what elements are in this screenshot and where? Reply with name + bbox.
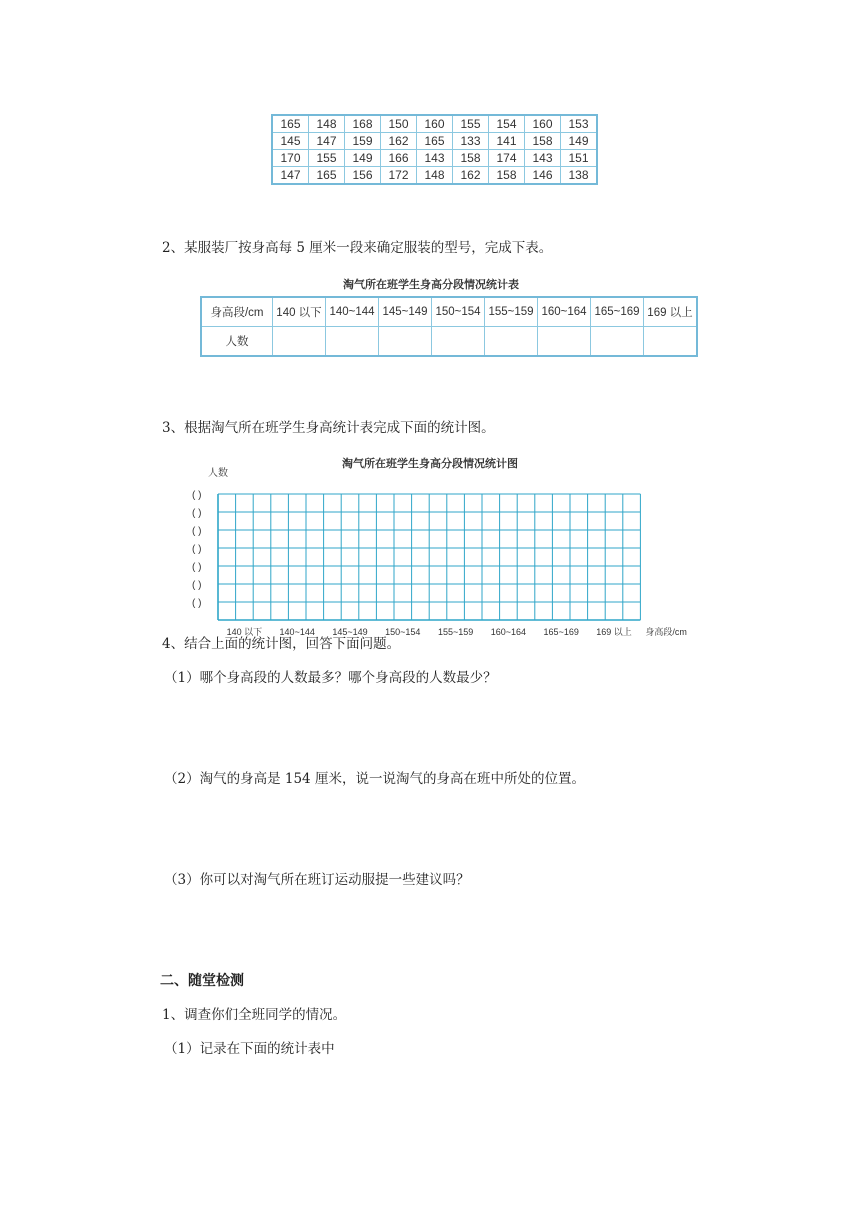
height-value-cell: 158 bbox=[489, 167, 525, 185]
question-4-sub-1: （1）哪个身高段的人数最多？哪个身高段的人数最少？ bbox=[164, 670, 497, 686]
segment-label: 155~159 bbox=[485, 297, 538, 327]
height-value-cell: 146 bbox=[525, 167, 561, 185]
question-2-text: 2、某服装厂按身高每 5 厘米一段来确定服装的型号，完成下表。 bbox=[162, 240, 553, 256]
chart-title: 淘气所在班学生身高分段情况统计图 bbox=[342, 457, 518, 470]
height-value-cell: 165 bbox=[272, 115, 309, 133]
segment-label: 140 以下 bbox=[273, 297, 326, 327]
heights-row bbox=[272, 133, 597, 150]
x-tick-label: 140 以下 bbox=[226, 627, 263, 637]
y-tick-blank: ( ) bbox=[192, 490, 202, 501]
height-value-cell: 160 bbox=[417, 115, 453, 133]
count-blank-cell[interactable] bbox=[379, 327, 432, 357]
height-value-cell: 133 bbox=[453, 133, 489, 150]
count-blank-cell[interactable] bbox=[432, 327, 485, 357]
segment-label: 160~164 bbox=[538, 297, 591, 327]
question-3-text: 3、根据淘气所在班学生身高统计表完成下面的统计图。 bbox=[162, 420, 495, 436]
x-tick-label: 160~164 bbox=[490, 627, 527, 637]
y-tick-blank: ( ) bbox=[192, 598, 202, 609]
x-tick-label: 155~159 bbox=[437, 627, 474, 637]
height-value-cell: 141 bbox=[489, 133, 525, 150]
heights-row bbox=[272, 150, 597, 167]
x-tick-label: 150~154 bbox=[385, 627, 421, 637]
height-value-cell: 155 bbox=[453, 115, 489, 133]
height-value-cell: 147 bbox=[309, 133, 345, 150]
segment-label: 165~169 bbox=[591, 297, 644, 327]
question-4-sub-3: （3）你可以对淘气所在班订运动服提一些建议吗？ bbox=[164, 872, 470, 888]
height-value-cell: 172 bbox=[381, 167, 417, 185]
height-value-cell: 158 bbox=[453, 150, 489, 167]
section-2-question-1: 1、调查你们全班同学的情况。 bbox=[162, 1007, 347, 1023]
y-tick-blank: ( ) bbox=[192, 508, 202, 519]
x-tick-label: 145~149 bbox=[332, 627, 368, 637]
segment-label: 140~144 bbox=[326, 297, 379, 327]
count-row-label: 人数 bbox=[201, 327, 273, 357]
height-value-cell: 166 bbox=[381, 150, 417, 167]
x-axis-label: 身高段/cm bbox=[645, 627, 687, 637]
height-segment-table bbox=[200, 296, 698, 357]
height-value-cell: 162 bbox=[381, 133, 417, 150]
count-blank-cell[interactable] bbox=[538, 327, 591, 357]
height-value-cell: 143 bbox=[525, 150, 561, 167]
segment-header-row bbox=[201, 297, 697, 327]
height-value-cell: 154 bbox=[489, 115, 525, 133]
y-tick-blank: ( ) bbox=[192, 526, 202, 537]
question-4-text: 4、结合上面的统计图，回答下面问题。 bbox=[162, 636, 401, 652]
x-tick-label: 165~169 bbox=[543, 627, 579, 637]
y-tick-blank: ( ) bbox=[192, 544, 202, 555]
y-tick-blank: ( ) bbox=[192, 562, 202, 573]
count-blank-cell[interactable] bbox=[273, 327, 326, 357]
question-4-sub-2: （2）淘气的身高是 154 厘米，说一说淘气的身高在班中所处的位置。 bbox=[164, 771, 585, 787]
heights-row bbox=[272, 167, 597, 185]
height-value-cell: 159 bbox=[345, 133, 381, 150]
height-value-cell: 149 bbox=[561, 133, 598, 150]
count-blank-cell[interactable] bbox=[326, 327, 379, 357]
heights-data-table bbox=[271, 114, 598, 185]
height-value-cell: 162 bbox=[453, 167, 489, 185]
height-value-cell: 148 bbox=[309, 115, 345, 133]
section-2-title: 二、随堂检测 bbox=[160, 973, 244, 989]
y-tick-blank: ( ) bbox=[192, 580, 202, 591]
height-value-cell: 138 bbox=[561, 167, 598, 185]
x-tick-label: 169 以上 bbox=[596, 627, 632, 637]
segment-table-title: 淘气所在班学生身高分段情况统计表 bbox=[343, 278, 519, 291]
height-segment-chart bbox=[180, 466, 720, 637]
height-value-cell: 170 bbox=[272, 150, 309, 167]
height-value-cell: 158 bbox=[525, 133, 561, 150]
height-value-cell: 145 bbox=[272, 133, 309, 150]
height-value-cell: 148 bbox=[417, 167, 453, 185]
height-value-cell: 153 bbox=[561, 115, 598, 133]
height-value-cell: 168 bbox=[345, 115, 381, 133]
height-value-cell: 151 bbox=[561, 150, 598, 167]
segment-count-row bbox=[201, 327, 697, 357]
segment-label: 169 以上 bbox=[644, 297, 698, 327]
height-value-cell: 165 bbox=[309, 167, 345, 185]
segment-label: 145~149 bbox=[379, 297, 432, 327]
height-value-cell: 160 bbox=[525, 115, 561, 133]
height-value-cell: 143 bbox=[417, 150, 453, 167]
segment-label: 150~154 bbox=[432, 297, 485, 327]
segment-header-label: 身高段/cm bbox=[201, 297, 273, 327]
heights-row bbox=[272, 115, 597, 133]
count-blank-cell[interactable] bbox=[591, 327, 644, 357]
height-value-cell: 165 bbox=[417, 133, 453, 150]
section-2-question-1-sub-1: （1）记录在下面的统计表中 bbox=[164, 1041, 335, 1057]
height-value-cell: 155 bbox=[309, 150, 345, 167]
y-axis-label: 人数 bbox=[208, 468, 228, 479]
height-value-cell: 156 bbox=[345, 167, 381, 185]
height-value-cell: 174 bbox=[489, 150, 525, 167]
x-tick-label: 140~144 bbox=[279, 627, 315, 637]
height-value-cell: 150 bbox=[381, 115, 417, 133]
count-blank-cell[interactable] bbox=[644, 327, 698, 357]
count-blank-cell[interactable] bbox=[485, 327, 538, 357]
height-value-cell: 149 bbox=[345, 150, 381, 167]
height-value-cell: 147 bbox=[272, 167, 309, 185]
